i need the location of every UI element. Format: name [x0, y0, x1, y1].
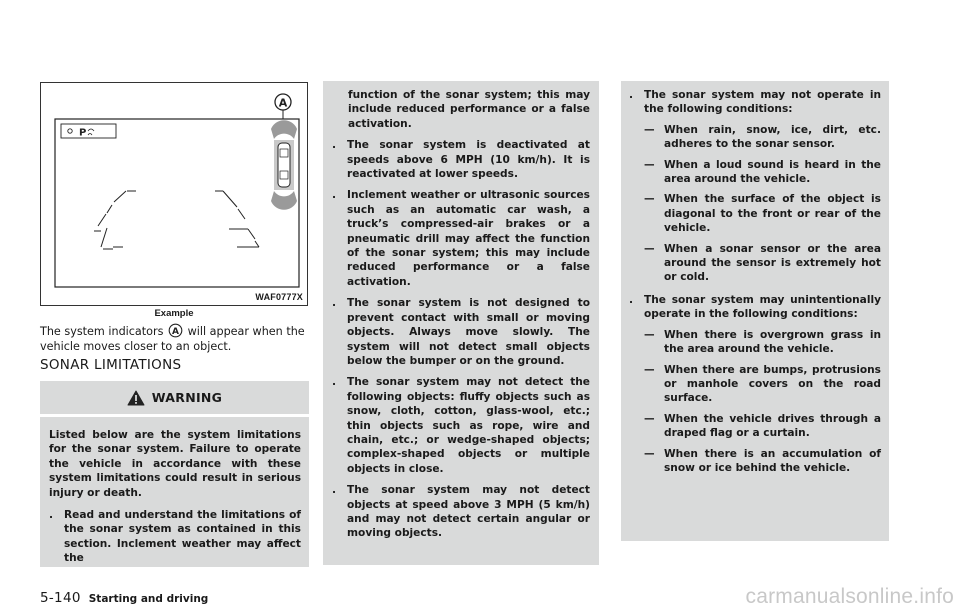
bullet-dot: .	[332, 376, 337, 389]
page-footer	[40, 590, 208, 606]
screen-frame	[55, 119, 299, 287]
section-title: SONAR LIMITATIONS	[40, 357, 182, 373]
list-item	[332, 138, 590, 181]
sonar-display-figure	[40, 82, 308, 306]
sub-list-item-text: When there is overgrown grass in the area around the vehicle.	[664, 328, 881, 356]
parking-p-icon: P	[79, 127, 87, 139]
warning-body	[49, 428, 301, 573]
sub-list-item-text: When rain, snow, ice, dirt, etc. adheres to the sonar sensor.	[664, 123, 881, 151]
indicator-label-letter: A	[278, 96, 288, 110]
sub-list	[629, 328, 881, 476]
warning-box	[40, 381, 309, 567]
parking-camera-diagram	[41, 83, 309, 307]
dash-marker: —	[644, 193, 655, 206]
warning-continuation-box	[323, 81, 599, 565]
dash-marker: —	[644, 242, 655, 255]
sub-list-item	[644, 242, 881, 285]
bullet-dot: .	[629, 89, 634, 101]
figure-caption: Example	[154, 308, 194, 319]
dash-marker: —	[644, 447, 655, 460]
sub-list-item-text: When the vehicle drives through a draped flag or a curtain.	[664, 412, 881, 440]
sub-list-item	[644, 363, 881, 406]
list-item-text: The sonar system is deactivated at speeds above 6 MPH (10 km/h). It is reactivated at lower speeds.	[347, 139, 590, 181]
list-item	[629, 293, 881, 322]
warning-bullet	[49, 508, 301, 566]
warning-bullet-text: Read and understand the limitations of the sonar system as contained in this section. Inclement weather may affect the	[64, 509, 301, 565]
dash-marker: —	[644, 123, 655, 136]
sub-list-item	[644, 447, 881, 476]
list-item	[332, 296, 590, 368]
sub-list-item-text: When there are bumps, protrusions or manhole covers on the road surface.	[664, 363, 881, 405]
intro-paragraph	[40, 323, 315, 354]
indicator-a-icon	[168, 323, 183, 338]
list-item	[332, 483, 590, 541]
svg-text:A: A	[172, 327, 179, 338]
bullet-dot: .	[629, 293, 634, 306]
sub-list-item	[644, 412, 881, 441]
sub-list-item-text: When a sonar sensor or the area around the sensor is extremely hot or cold.	[664, 242, 881, 284]
warning-triangle-icon	[127, 390, 145, 406]
list-item	[332, 375, 590, 476]
bullet-dot: .	[332, 189, 337, 202]
continuation-text: function of the sonar system; this may include reduced performance or a false activation.	[348, 89, 590, 130]
dash-marker: —	[644, 363, 655, 376]
intro-text-after: will appear when the vehicle moves closer to an object.	[40, 325, 305, 353]
footer-section-title: Starting and driving	[88, 593, 209, 605]
bullet-dot: .	[332, 297, 337, 310]
sub-list-item	[644, 158, 881, 187]
sub-list-item-text: When there is an accumulation of snow or ice behind the vehicle.	[664, 447, 881, 474]
sub-list-item-text: When a loud sound is heard in the area around the vehicle.	[664, 158, 881, 186]
list-item-text: The sonar system may not detect objects at speed above 3 MPH (5 km/h) and may not detect certain angular or moving objects.	[347, 484, 590, 540]
list-item	[629, 88, 881, 117]
warning-header	[40, 381, 309, 417]
list-item-text: The sonar system is not designed to prevent contact with small or moving objects. Always move slowly. The system will not detect small objects below the bumper or on the ground.	[347, 297, 590, 367]
intro-text-before: The system indicators	[40, 325, 164, 338]
list-item-text: Inclement weather or ultrasonic sources such as an automatic car wash, a truck’s compressed-air brakes or a pneumatic drill may affect the function of the sonar system; this may include reduced performance or a false activation.	[347, 189, 590, 288]
sub-list-item	[644, 328, 881, 357]
sub-list-item-text: When the surface of the object is diagonal to the front or rear of the vehicle.	[664, 193, 881, 235]
sub-list	[629, 123, 881, 285]
warning-title: WARNING	[151, 390, 223, 405]
list-item	[332, 188, 590, 289]
list-item-text: The sonar system may not operate in the following conditions:	[644, 89, 881, 116]
page-number: 5-140	[40, 590, 81, 606]
dash-marker: —	[644, 158, 655, 171]
list-item-text: The sonar system may unintentionally operate in the following conditions:	[644, 293, 881, 321]
bullet-dot: .	[332, 484, 337, 497]
dash-marker: —	[644, 412, 655, 425]
conditions-box	[621, 81, 889, 541]
figure-code: WAF0777X	[255, 292, 303, 302]
sub-list-item	[644, 123, 881, 152]
watermark-text: carmanualsonline.info	[745, 585, 954, 608]
bullet-dot: .	[332, 139, 337, 152]
list-item-text: The sonar system may not detect the following objects: fluffy objects such as snow, cloth, cotton, glass-wool, etc.; thin objects such as rope, wire and chain, etc.; or wedge-shaped objects; complex-shaped objects or multiple objects in close.	[347, 376, 590, 475]
dash-marker: —	[644, 328, 655, 341]
bullet-dot: .	[49, 509, 54, 522]
sub-list-item	[644, 192, 881, 235]
warning-text: Listed below are the system limitations for the sonar system. Failure to operate the vehicle in accordance with these system limitations could result in serious injury or death.	[49, 429, 301, 499]
